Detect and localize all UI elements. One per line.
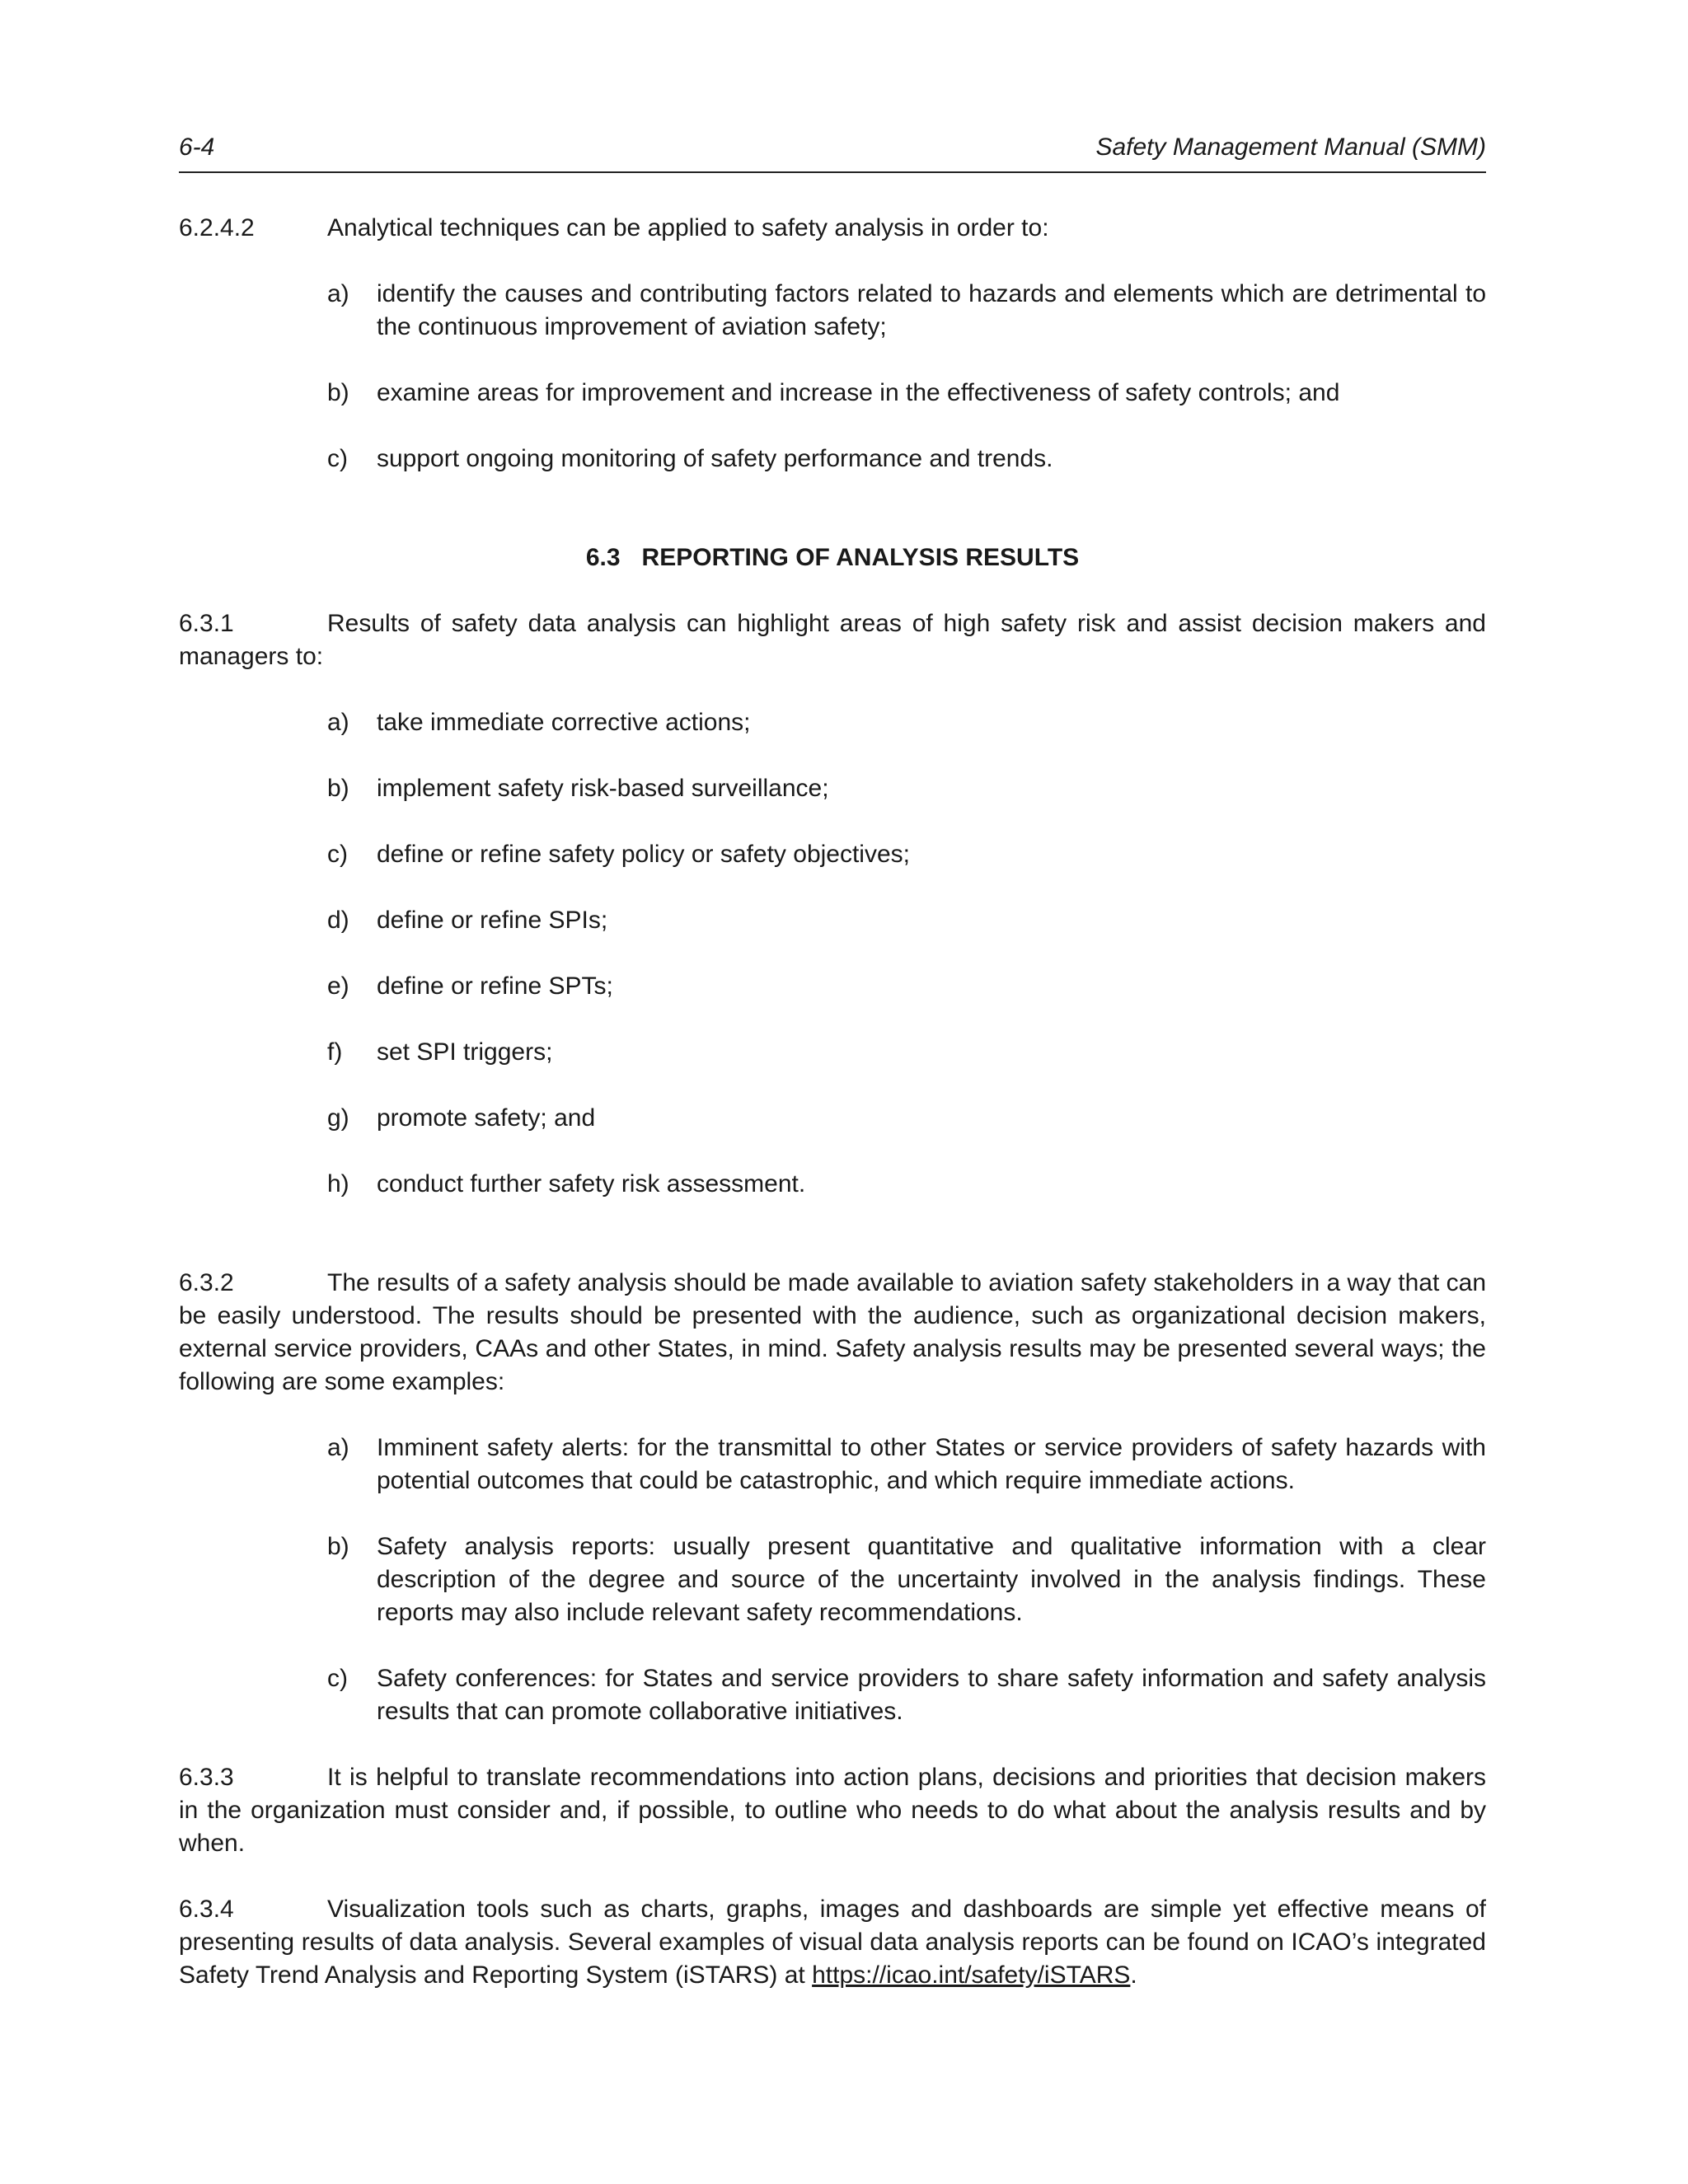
list-text: examine areas for improvement and increase in the effectiveness of safety controls; and bbox=[377, 379, 1340, 406]
list-text: Imminent safety alerts: for the transmittal to other States or service providers of safety hazards with potential outcomes that could be catastrophic, and which require immediate actions. bbox=[377, 1434, 1486, 1494]
list-text: define or refine safety policy or safety objectives; bbox=[377, 841, 910, 868]
list-text: implement safety risk-based surveillance; bbox=[377, 775, 829, 802]
list-letter: d) bbox=[327, 907, 349, 934]
list-item bbox=[179, 377, 1486, 410]
paragraph-text: The results of a safety analysis should be made available to aviation safety stakeholders in a way that can be easily understood. The results should be presented with the audience, such as organizational decision makers, external service providers, CAAs and other States, in mind. Safety analysis results may be presented several ways; the following are some examples: bbox=[179, 1269, 1486, 1395]
paragraph-tail: . bbox=[1130, 1961, 1137, 1989]
paragraph-number: 6.3.2 bbox=[179, 1269, 234, 1296]
paragraph-6-2-4-2 bbox=[179, 212, 1486, 245]
list-item bbox=[179, 970, 1486, 1003]
list-letter: c) bbox=[327, 841, 348, 868]
section-number: 6.3 bbox=[585, 544, 621, 571]
paragraph-text: Visualization tools such as charts, graphs, images and dashboards are simple yet effective means of presenting results of data analysis. Several examples of visual data analysis reports can be found on ICAO’s integrated Safety Trend Analysis and Reporting System (iSTARS) at bbox=[179, 1896, 1486, 1989]
list-text: conduct further safety risk assessment. bbox=[377, 1170, 806, 1197]
list-letter: b) bbox=[327, 379, 349, 406]
list-item bbox=[179, 706, 1486, 739]
paragraph-6-3-3 bbox=[179, 1761, 1486, 1860]
page-body bbox=[179, 212, 1486, 1992]
page-number: 6-4 bbox=[179, 134, 215, 161]
list-letter: a) bbox=[327, 280, 349, 307]
list-text: Safety analysis reports: usually present quantitative and qualitative information with a clear description of the degree and source of the uncertainty involved in the analysis findings. These reports may also include relevant safety recommendations. bbox=[377, 1533, 1486, 1626]
list-letter: c) bbox=[327, 445, 348, 472]
list-letter: c) bbox=[327, 1665, 348, 1692]
paragraph-6-3-2 bbox=[179, 1267, 1486, 1399]
list-item bbox=[179, 772, 1486, 805]
istars-link[interactable]: https://icao.int/safety/iSTARS bbox=[812, 1961, 1131, 1989]
paragraph-text: Results of safety data analysis can highlight areas of high safety risk and assist decision makers and managers to: bbox=[179, 610, 1486, 670]
list-item bbox=[179, 1662, 1486, 1728]
section-heading bbox=[179, 541, 1486, 574]
document-title: Safety Management Manual (SMM) bbox=[1095, 134, 1486, 161]
list-item bbox=[179, 1036, 1486, 1069]
paragraph-number: 6.2.4.2 bbox=[179, 214, 255, 241]
list-item bbox=[179, 838, 1486, 871]
list-letter: b) bbox=[327, 1533, 349, 1560]
list-6-3-2 bbox=[179, 1432, 1486, 1728]
paragraph-text: It is helpful to translate recommendations into action plans, decisions and priorities that decision makers in the organization must consider and, if possible, to outline who needs to do what about the analysis results and by when. bbox=[179, 1764, 1486, 1857]
paragraph-6-3-4 bbox=[179, 1893, 1486, 1992]
list-6-2-4-2 bbox=[179, 278, 1486, 476]
list-item bbox=[179, 443, 1486, 476]
paragraph-number: 6.3.4 bbox=[179, 1896, 234, 1923]
list-letter: h) bbox=[327, 1170, 349, 1197]
list-letter: b) bbox=[327, 775, 349, 802]
list-letter: e) bbox=[327, 972, 349, 1000]
list-text: promote safety; and bbox=[377, 1104, 596, 1132]
list-item bbox=[179, 1530, 1486, 1629]
list-item bbox=[179, 1432, 1486, 1497]
page-header bbox=[179, 130, 1486, 173]
list-text: take immediate corrective actions; bbox=[377, 709, 751, 736]
list-letter: f) bbox=[327, 1038, 343, 1066]
section-title: REPORTING OF ANALYSIS RESULTS bbox=[641, 544, 1080, 571]
list-text: support ongoing monitoring of safety performance and trends. bbox=[377, 445, 1053, 472]
list-6-3-1 bbox=[179, 706, 1486, 1201]
list-letter: a) bbox=[327, 709, 349, 736]
list-letter: g) bbox=[327, 1104, 349, 1132]
paragraph-text: Analytical techniques can be applied to safety analysis in order to: bbox=[327, 214, 1049, 241]
list-text: identify the causes and contributing factors related to hazards and elements which are detrimental to the continuous improvement of aviation safety; bbox=[377, 280, 1486, 340]
list-item bbox=[179, 278, 1486, 344]
paragraph-number: 6.3.3 bbox=[179, 1764, 234, 1791]
list-text: define or refine SPTs; bbox=[377, 972, 613, 1000]
list-letter: a) bbox=[327, 1434, 349, 1461]
list-item bbox=[179, 1102, 1486, 1135]
list-item bbox=[179, 1168, 1486, 1201]
list-text: Safety conferences: for States and service providers to share safety information and safety analysis results that can promote collaborative initiatives. bbox=[377, 1665, 1486, 1725]
list-text: set SPI triggers; bbox=[377, 1038, 553, 1066]
list-text: define or refine SPIs; bbox=[377, 907, 608, 934]
paragraph-6-3-1 bbox=[179, 607, 1486, 673]
paragraph-number: 6.3.1 bbox=[179, 610, 234, 637]
list-item bbox=[179, 904, 1486, 937]
